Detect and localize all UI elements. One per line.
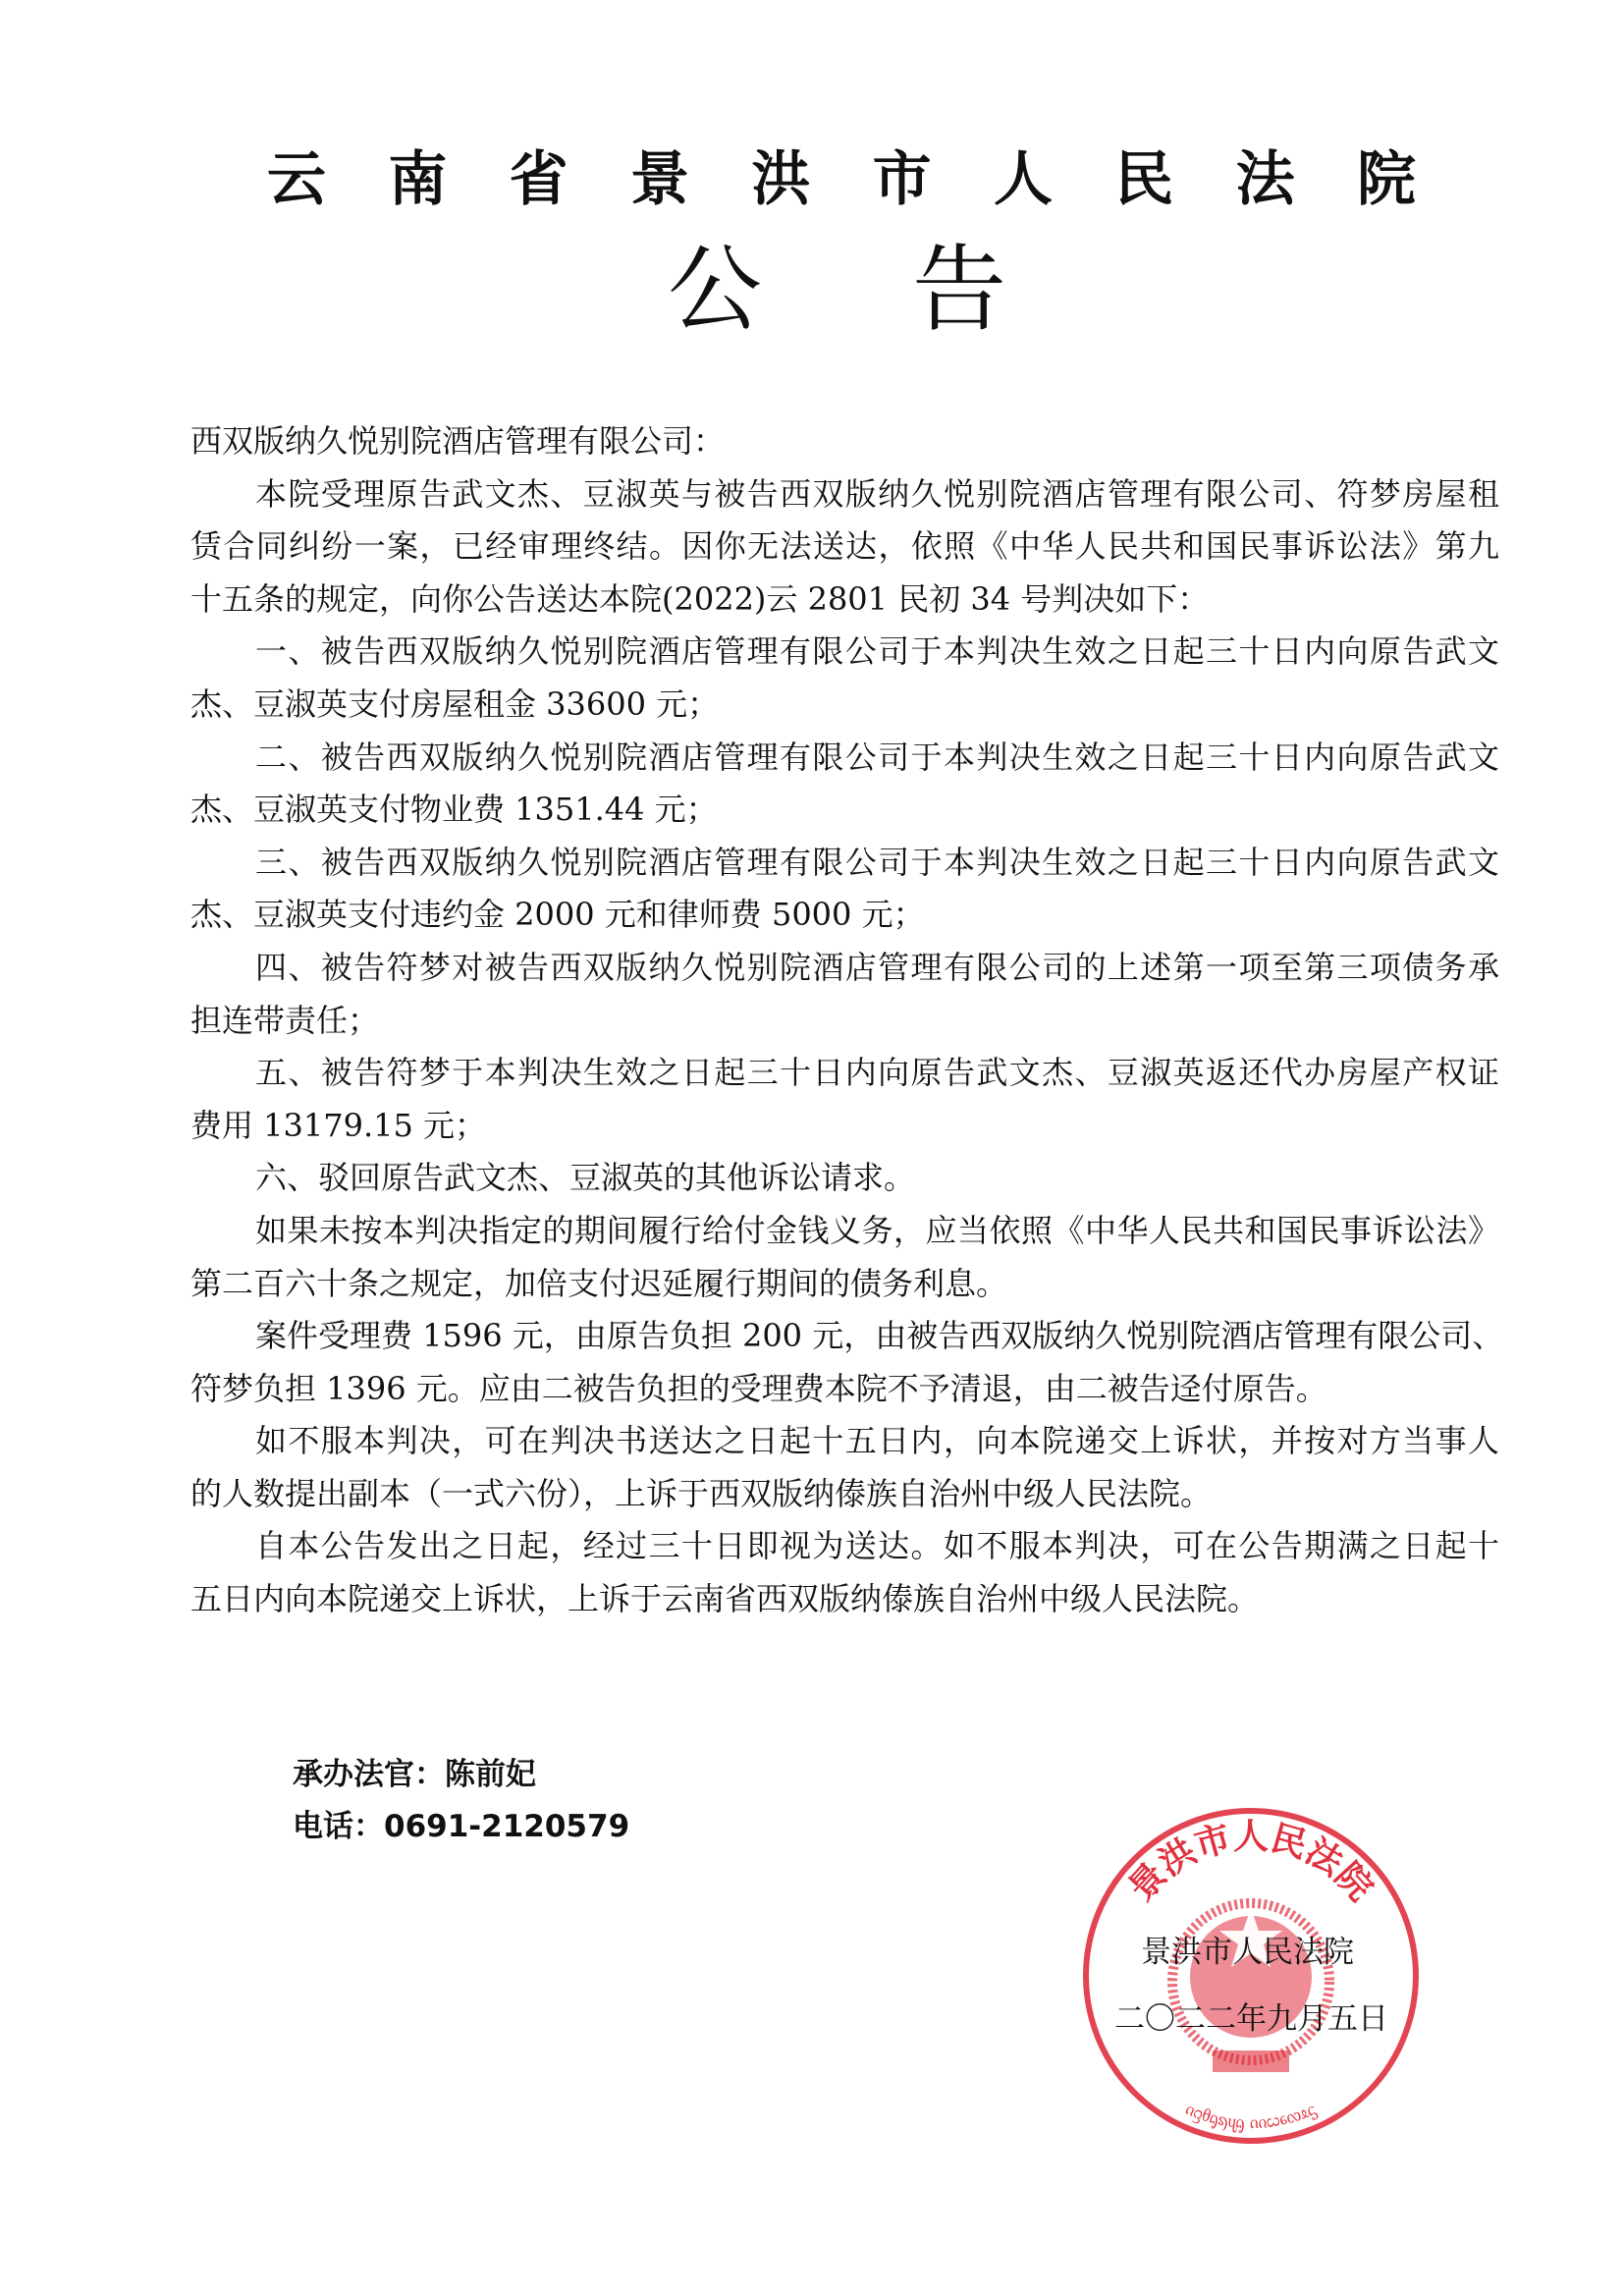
body-line: 赁合同纠纷一案，已经审理终结。因你无法送达，依照《中华人民共和国民事诉讼法》第九 xyxy=(190,527,1499,566)
court-name-char: 市 xyxy=(872,145,932,214)
body-line: 二、被告西双版纳久悦别院酒店管理有限公司于本判决生效之日起三十日内向原告武文 xyxy=(255,738,1499,776)
body-line: 费用 13179.15 元； xyxy=(190,1106,487,1144)
body-line: 十五条的规定，向你公告送达本院(2022)云 2801 民初 34 号判决如下： xyxy=(190,579,1210,618)
notice-title-char: 告 xyxy=(912,235,1006,345)
body-line: 担连带责任； xyxy=(190,1001,380,1039)
body-line: 案件受理费 1596 元，由原告负担 200 元，由被告西双版纳久悦别院酒店管理有限公司、 xyxy=(255,1317,1504,1355)
body-line: 五日内向本院递交上诉状，上诉于云南省西双版纳傣族自治州中级人民法院。 xyxy=(190,1580,1260,1618)
body-line: 如果未按本判决指定的期间履行给付金钱义务，应当依照《中华人民共和国民事诉讼法》 xyxy=(255,1211,1499,1249)
court-name-char: 法 xyxy=(1235,145,1295,214)
body-line: 第二百六十条之规定，加倍支付迟延履行期间的债务利息。 xyxy=(190,1264,1008,1302)
contact-phone: 电话：0691-2120579 xyxy=(293,1809,630,1844)
body-line: 自本公告发出之日起，经过三十日即视为送达。如不服本判决，可在公告期满之日起十 xyxy=(255,1527,1499,1565)
notice-title-char: 公 xyxy=(668,235,762,345)
body-line: 杰、豆淑英支付房屋租金 33600 元； xyxy=(190,684,720,723)
court-name-char: 南 xyxy=(388,145,448,214)
body-line: 西双版纳久悦别院酒店管理有限公司： xyxy=(190,422,726,460)
notice-body xyxy=(190,415,1504,1626)
svg-text:ᦵᦋᦲᧂᦣᦴᧂ ᦶᦍᧈᦟᦸᧃ xyxy=(1182,2099,1320,2134)
seal-dai-script: ᦵᦋᦲᧂᦣᦴᧂ ᦶᦍᧈᦟᦸᧃ xyxy=(1182,2098,1320,2134)
body-line: 的人数提出副本（一式六份），上诉于西双版纳傣族自治州中级人民法院。 xyxy=(190,1474,1213,1512)
svg-text:景洪市人民法院 xyxy=(1121,1817,1380,1909)
court-seal xyxy=(1080,1805,1422,2147)
court-name-char: 洪 xyxy=(751,145,811,214)
seal-lettering: 景洪市人民法院 xyxy=(1121,1816,1380,1909)
notice-title xyxy=(668,236,1006,344)
court-name-char: 院 xyxy=(1356,145,1416,214)
body-line: 三、被告西双版纳久悦别院酒店管理有限公司于本判决生效之日起三十日内向原告武文 xyxy=(255,843,1499,881)
body-line: 五、被告符梦于本判决生效之日起三十日内向原告武文杰、豆淑英返还代办房屋产权证 xyxy=(255,1054,1499,1092)
body-line: 杰、豆淑英支付物业费 1351.44 元； xyxy=(190,791,718,829)
body-line: 六、驳回原告武文杰、豆淑英的其他诉讼请求。 xyxy=(255,1159,916,1197)
body-line: 杰、豆淑英支付违约金 2000 元和律师费 5000 元； xyxy=(190,896,925,934)
court-name-char: 人 xyxy=(993,145,1053,214)
body-line: 四、被告符梦对被告西双版纳久悦别院酒店管理有限公司的上述第一项至第三项债务承 xyxy=(255,948,1499,986)
body-line: 一、被告西双版纳久悦别院酒店管理有限公司于本判决生效之日起三十日内向原告武文 xyxy=(255,632,1499,671)
court-name-char: 省 xyxy=(509,145,568,214)
presiding-judge: 承办法官：陈前妃 xyxy=(293,1757,536,1792)
court-name-char: 云 xyxy=(267,145,326,214)
body-line: 如不服本判决，可在判决书送达之日起十五日内，向本院递交上诉状，并按对方当事人 xyxy=(255,1422,1499,1460)
issuing-court: 景洪市人民法院 xyxy=(1141,1935,1354,1970)
court-name-char: 民 xyxy=(1114,145,1174,214)
court-name-heading xyxy=(267,145,1416,214)
body-line: 符梦负担 1396 元。应由二被告负担的受理费本院不予清退，由二被告迳付原告。 xyxy=(190,1369,1327,1407)
issue-date: 二〇二二年九月五日 xyxy=(1114,2001,1388,2037)
court-name-char: 景 xyxy=(629,145,689,214)
body-line: 本院受理原告武文杰、豆淑英与被告西双版纳久悦别院酒店管理有限公司、符梦房屋租 xyxy=(255,474,1499,513)
